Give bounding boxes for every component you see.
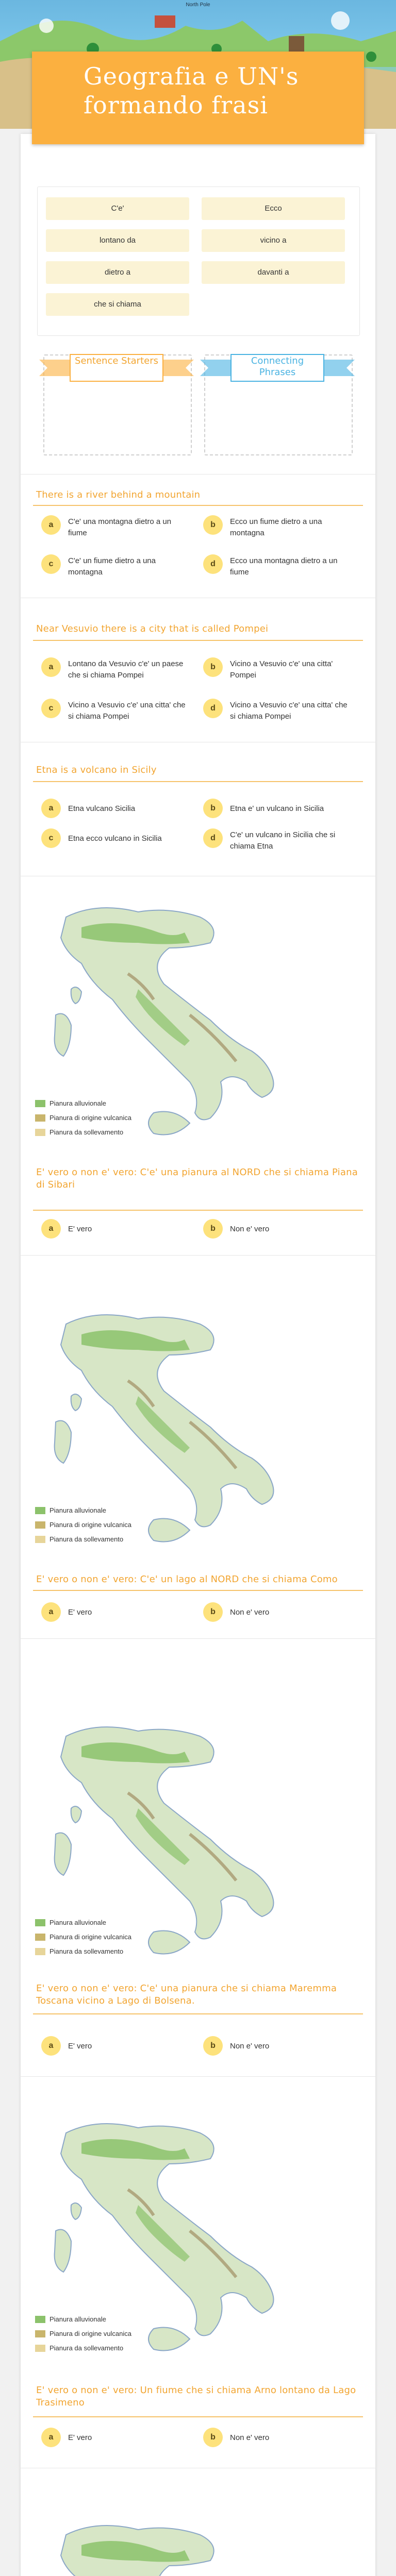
question-2-option-c[interactable] bbox=[41, 699, 191, 719]
option-text: Non e' vero bbox=[230, 2042, 270, 2050]
divider bbox=[21, 2076, 375, 2077]
option-letter-badge: b bbox=[203, 2428, 223, 2447]
tf-3-option-a[interactable] bbox=[41, 2036, 191, 2057]
sentence-starters-label: Sentence Starters bbox=[75, 355, 158, 366]
option-text: Non e' vero bbox=[230, 1608, 270, 1617]
option-letter-badge: a bbox=[41, 657, 61, 677]
option-letter-badge: b bbox=[203, 1602, 223, 1622]
option-text: C'e' una montagna dietro a un fiume bbox=[68, 517, 172, 537]
option-letter-badge: b bbox=[203, 799, 223, 818]
north-pole-label: North Pole bbox=[186, 2, 210, 8]
option-text: Ecco un fiume dietro a una montagna bbox=[230, 517, 322, 537]
option-text: Ecco una montagna dietro a un fiume bbox=[230, 556, 338, 577]
option-text: Vicino a Vesuvio c'e' una citta' che si chiama Pompei bbox=[68, 701, 186, 721]
question-3-title: Etna is a volcano in Sicily bbox=[36, 765, 157, 775]
tf-2-title: E' vero o non e' vero: C'e' un lago al NORD che si chiama Como bbox=[36, 1574, 338, 1585]
option-letter-badge: d bbox=[203, 828, 223, 848]
option-letter-badge: c bbox=[41, 828, 61, 848]
option-text: Etna ecco vulcano in Sicilia bbox=[68, 834, 162, 843]
question-3-option-b[interactable] bbox=[203, 799, 353, 819]
question-3-option-c[interactable] bbox=[41, 828, 191, 849]
question-1-underline bbox=[33, 505, 363, 506]
tf-2-option-a[interactable] bbox=[41, 1602, 191, 1623]
legend-label: Pianura da sollevamento bbox=[50, 1535, 124, 1543]
drop-zone-connecting-phrases[interactable] bbox=[204, 354, 353, 455]
tf-4-option-b[interactable] bbox=[203, 2428, 353, 2448]
italy-map-image bbox=[35, 2112, 303, 2370]
option-letter-badge: b bbox=[203, 515, 223, 535]
option-letter-badge: c bbox=[41, 699, 61, 718]
legend-label: Pianura alluvionale bbox=[50, 1919, 106, 1926]
legend-label: Pianura alluvionale bbox=[50, 1506, 106, 1514]
option-letter-badge: b bbox=[203, 2036, 223, 2056]
italy-map-4 bbox=[35, 2112, 303, 2370]
legend-label: Pianura alluvionale bbox=[50, 1099, 106, 1107]
tf-2-option-b[interactable] bbox=[203, 1602, 353, 1623]
question-2-option-b[interactable] bbox=[203, 657, 353, 678]
divider bbox=[21, 1255, 375, 1256]
option-letter-badge: d bbox=[203, 699, 223, 718]
italy-map-5 bbox=[35, 2514, 303, 2576]
legend-label: Pianura di origine vulcanica bbox=[50, 1521, 131, 1529]
italy-map-image bbox=[35, 1303, 303, 1561]
tf-3-option-b[interactable] bbox=[203, 2036, 353, 2057]
option-text: E' vero bbox=[68, 2042, 92, 2050]
word-chip-davanti-a[interactable]: davanti a bbox=[202, 261, 345, 284]
question-1-option-b[interactable] bbox=[203, 515, 353, 536]
option-text: Vicino a Vesuvio c'e' una citta' che si chiama Pompei bbox=[230, 701, 348, 721]
tf-1-option-a[interactable] bbox=[41, 1219, 191, 1240]
option-text: Etna vulcano Sicilia bbox=[68, 804, 136, 813]
ribbon-orange bbox=[39, 352, 194, 383]
title-header bbox=[32, 52, 364, 144]
tf-4-title: E' vero o non e' vero: Un fiume che si chiama Arno lontano da Lago Trasimeno bbox=[36, 2385, 356, 2408]
word-chip-lontano-da[interactable]: lontano da bbox=[46, 229, 189, 252]
option-text: E' vero bbox=[68, 1225, 92, 1233]
option-letter-badge: a bbox=[41, 2428, 61, 2447]
legend-label: Pianura da sollevamento bbox=[50, 1128, 124, 1136]
option-text: C'e' un vulcano in Sicilia che si chiama Etna bbox=[230, 831, 336, 851]
question-2-option-d[interactable] bbox=[203, 699, 353, 719]
page-title: Geografia e UN's formando frasi bbox=[84, 62, 299, 119]
tf-1-option-b[interactable] bbox=[203, 1219, 353, 1240]
legend-label: Pianura da sollevamento bbox=[50, 2344, 124, 2352]
connecting-phrases-label: Connecting Phrases bbox=[251, 355, 304, 378]
word-chip-che-si-chiama[interactable]: che si chiama bbox=[46, 293, 189, 316]
legend-label: Pianura di origine vulcanica bbox=[50, 1933, 131, 1941]
word-chip-dietro-a[interactable]: dietro a bbox=[46, 261, 189, 284]
option-letter-badge: d bbox=[203, 554, 223, 574]
legend-label: Pianura alluvionale bbox=[50, 2315, 106, 2323]
option-letter-badge: b bbox=[203, 1219, 223, 1239]
italy-map-image bbox=[35, 1716, 303, 1973]
question-2-title: Near Vesuvio there is a city that is called Pompei bbox=[36, 623, 269, 634]
question-3-option-a[interactable] bbox=[41, 799, 191, 819]
tf-4-option-a[interactable] bbox=[41, 2428, 191, 2448]
word-chip-ecco[interactable]: Ecco bbox=[202, 197, 345, 220]
question-3-underline bbox=[33, 781, 363, 782]
question-2-underline bbox=[33, 640, 363, 641]
question-3-option-d[interactable] bbox=[203, 828, 353, 849]
word-chip-ce[interactable]: C'e' bbox=[46, 197, 189, 220]
option-letter-badge: a bbox=[41, 1219, 61, 1239]
italy-map-image bbox=[35, 896, 303, 1154]
tf-2-underline bbox=[33, 1590, 363, 1591]
italy-map-2 bbox=[35, 1303, 303, 1561]
drop-zone-sentence-starters[interactable] bbox=[43, 354, 192, 455]
tf-1-underline bbox=[33, 1210, 363, 1211]
tf-1-title: E' vero o non e' vero: C'e' una pianura al NORD che si chiama Piana di Sibari bbox=[36, 1167, 358, 1190]
option-letter-badge: b bbox=[203, 657, 223, 677]
legend-label: Pianura di origine vulcanica bbox=[50, 2330, 131, 2337]
option-letter-badge: a bbox=[41, 515, 61, 535]
option-text: Vicino a Vesuvio c'e' una citta' Pompei bbox=[230, 659, 333, 680]
option-text: Lontano da Vesuvio c'e' un paese che si chiama Pompei bbox=[68, 659, 184, 680]
italy-map-3 bbox=[35, 1716, 303, 1973]
italy-map-image bbox=[35, 2514, 303, 2576]
legend-label: Pianura da sollevamento bbox=[50, 1947, 124, 1955]
tf-3-title: E' vero o non e' vero: C'e' una pianura che si chiama Maremma Toscana vicino a Lago di Bolsena. bbox=[36, 1983, 337, 2006]
question-2-option-a[interactable] bbox=[41, 657, 191, 678]
option-text: Non e' vero bbox=[230, 1225, 270, 1233]
legend-label: Pianura di origine vulcanica bbox=[50, 1114, 131, 1122]
word-chip-vicino-a[interactable]: vicino a bbox=[202, 229, 345, 252]
option-letter-badge: c bbox=[41, 554, 61, 574]
word-bank bbox=[37, 187, 360, 336]
tf-3-underline bbox=[33, 2013, 363, 2014]
option-letter-badge: a bbox=[41, 1602, 61, 1622]
ribbon-blue bbox=[200, 352, 355, 383]
option-letter-badge: a bbox=[41, 2036, 61, 2056]
option-text: C'e' un fiume dietro a una montagna bbox=[68, 556, 156, 577]
question-1-option-d[interactable] bbox=[203, 554, 353, 575]
divider bbox=[21, 1638, 375, 1639]
question-1-option-c[interactable] bbox=[41, 554, 191, 575]
option-text: Non e' vero bbox=[230, 2433, 270, 2442]
option-text: E' vero bbox=[68, 2433, 92, 2442]
question-1-title: There is a river behind a mountain bbox=[36, 489, 201, 500]
option-letter-badge: a bbox=[41, 799, 61, 818]
italy-map-1 bbox=[35, 896, 303, 1154]
option-text: E' vero bbox=[68, 1608, 92, 1617]
tf-4-underline bbox=[33, 2416, 363, 2417]
question-1-option-a[interactable] bbox=[41, 515, 191, 536]
option-text: Etna e' un vulcano in Sicilia bbox=[230, 804, 324, 813]
